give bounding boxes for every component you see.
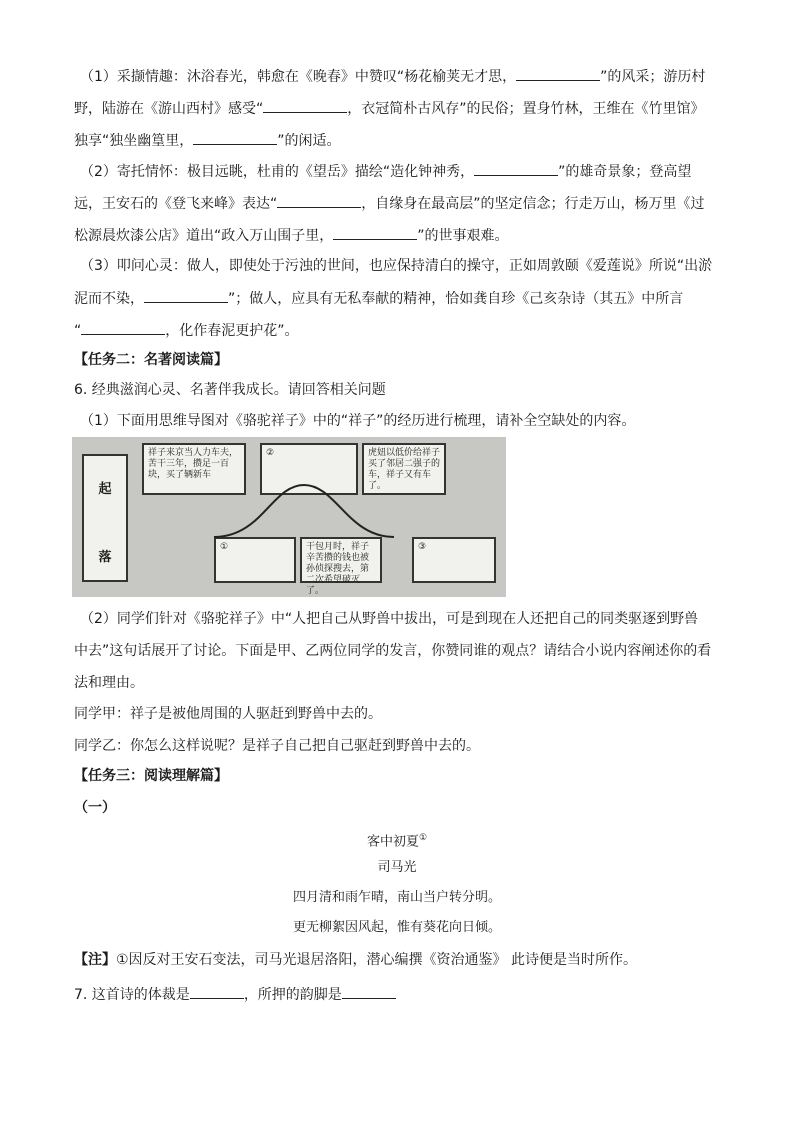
q7 xyxy=(74,984,396,1005)
part-one-label: （一） xyxy=(74,800,116,816)
q5-text: 远，王安石的《登飞来峰》表达“ xyxy=(74,196,278,212)
poem-title-text: 客中初夏 xyxy=(366,834,419,850)
student-a-statement: 同学甲：祥子是被他周围的人驱赶到野兽中去的。 xyxy=(74,706,382,722)
q5-text: ，衣冠简朴古风存”的民俗；置身竹林，王维在《竹里馆》 xyxy=(347,101,705,117)
q5-line-5 xyxy=(74,193,705,214)
q5-text: 泥而不染， xyxy=(74,291,144,307)
answer-blank[interactable] xyxy=(333,225,417,240)
mindmap-box-new-car: 虎妞以低价给祥子买了邻居二强子的车，祥子又有车了。 xyxy=(362,443,446,495)
answer-blank[interactable] xyxy=(516,66,600,81)
poem-line-2: 更无柳絮因风起，惟有葵花向日倾。 xyxy=(292,920,501,935)
q5-line-1 xyxy=(80,66,705,87)
poem-author: 司马光 xyxy=(377,860,417,875)
q5-line-8 xyxy=(74,288,683,309)
note-label: 【注】 xyxy=(74,952,116,968)
answer-blank[interactable] xyxy=(144,288,228,303)
q6-1-prompt: （1）下面用思维导图对《骆驼祥子》中的“祥子”的经历进行梳理，请补全空缺处的内容。 xyxy=(80,413,636,429)
answer-blank[interactable] xyxy=(263,98,347,113)
q5-text: （2）寄托情怀：极目远眺，杜甫的《望岳》描绘“造化钟神秀， xyxy=(80,164,475,180)
q5-text: 松源晨炊漆公店》道出“政入万山围子里， xyxy=(74,228,334,244)
q7-text: 7. 这首诗的体裁是 xyxy=(74,987,190,1003)
mindmap-box-blank-1[interactable]: ① xyxy=(214,537,296,583)
poem-title xyxy=(0,828,794,852)
answer-blank[interactable] xyxy=(277,193,361,208)
task2-heading: 【任务二：名著阅读篇】 xyxy=(74,352,228,368)
q5-text: ，自缘身在最高层”的坚定信念；行走万山，杨万里《过 xyxy=(361,196,705,212)
q5-text: （1）采撷情趣：沐浴春光，韩愈在《晚春》中赞叹“杨花榆荚无才思， xyxy=(80,69,517,85)
q5-text: ”的雄奇景象；登高望 xyxy=(558,164,692,180)
q6-title: 6. 经典滋润心灵、名著伴我成长。请回答相关问题 xyxy=(74,382,386,398)
q5-text: ”的风采；游历村 xyxy=(600,69,706,85)
q5-line-3 xyxy=(74,130,341,151)
mindmap-rise-label: 起 xyxy=(98,482,112,497)
poem-footnote-mark: ① xyxy=(418,833,428,843)
answer-blank[interactable] xyxy=(81,320,165,335)
answer-blank[interactable] xyxy=(474,161,558,176)
q5-line-9 xyxy=(74,320,299,341)
mindmap-figure xyxy=(72,437,506,597)
poem-line-1: 四月清和雨乍晴，南山当户转分明。 xyxy=(292,890,501,905)
q5-line-6 xyxy=(74,225,509,246)
student-b-statement: 同学乙：你怎么这样说呢？是祥子自己把自己驱赶到野兽中去的。 xyxy=(74,738,480,754)
q5-text: ，化作春泥更护花”。 xyxy=(165,323,299,339)
q5-text: ”的世事艰难。 xyxy=(417,228,509,244)
mindmap-box-start: 祥子来京当人力车夫，苦干三年，攒足一百块，买了辆新车 xyxy=(142,443,246,495)
q5-text: ”的闲适。 xyxy=(277,133,341,149)
q6-2-line-3: 法和理由。 xyxy=(74,675,144,691)
q5-text: 独享“独坐幽篁里， xyxy=(74,133,194,149)
task3-heading: 【任务三：阅读理解篇】 xyxy=(74,768,228,784)
mindmap-box-money-lost: 干包月时，祥子辛苦攒的钱也被孙侦探搜去，第二次希望破灭了。 xyxy=(300,537,382,583)
answer-blank[interactable] xyxy=(342,984,396,999)
q6-2-line-1: （2）同学们针对《骆驼祥子》中“人把自己从野兽中拔出，可是到现在人还把自己的同类驱逐到野兽 xyxy=(80,611,699,627)
mindmap-box-blank-3[interactable]: ③ xyxy=(412,537,496,583)
mindmap-curve xyxy=(72,437,506,597)
mindmap-fall-label: 落 xyxy=(98,550,112,565)
note-text: ①因反对王安石变法，司马光退居洛阳，潜心编撰《资治通鉴》 此诗便是当时所作。 xyxy=(116,952,637,968)
q5-line-2 xyxy=(74,98,705,119)
q5-text: 野，陆游在《游山西村》感受“ xyxy=(74,101,264,117)
q5-text: “ xyxy=(74,323,82,339)
q5-line-7: （3）叩问心灵：做人，即使处于污浊的世间，也应保持清白的操守，正如周敦颐《爱莲说》所说“出淤 xyxy=(80,258,713,274)
mindmap-box-blank-2[interactable]: ② xyxy=(260,443,358,495)
q6-2-line-2: 中去”这句话展开了讨论。下面是甲、乙两位同学的发言，你赞同谁的观点？请结合小说内容阐述你的看 xyxy=(74,643,712,659)
poem-note xyxy=(74,950,637,970)
q5-text: ”；做人，应具有无私奉献的精神，恰如龚自珍《己亥杂诗（其五》中所言 xyxy=(228,291,684,307)
answer-blank[interactable] xyxy=(193,130,277,145)
answer-blank[interactable] xyxy=(190,984,244,999)
q5-line-4 xyxy=(80,161,691,182)
q7-text: ，所押的韵脚是 xyxy=(243,987,342,1003)
